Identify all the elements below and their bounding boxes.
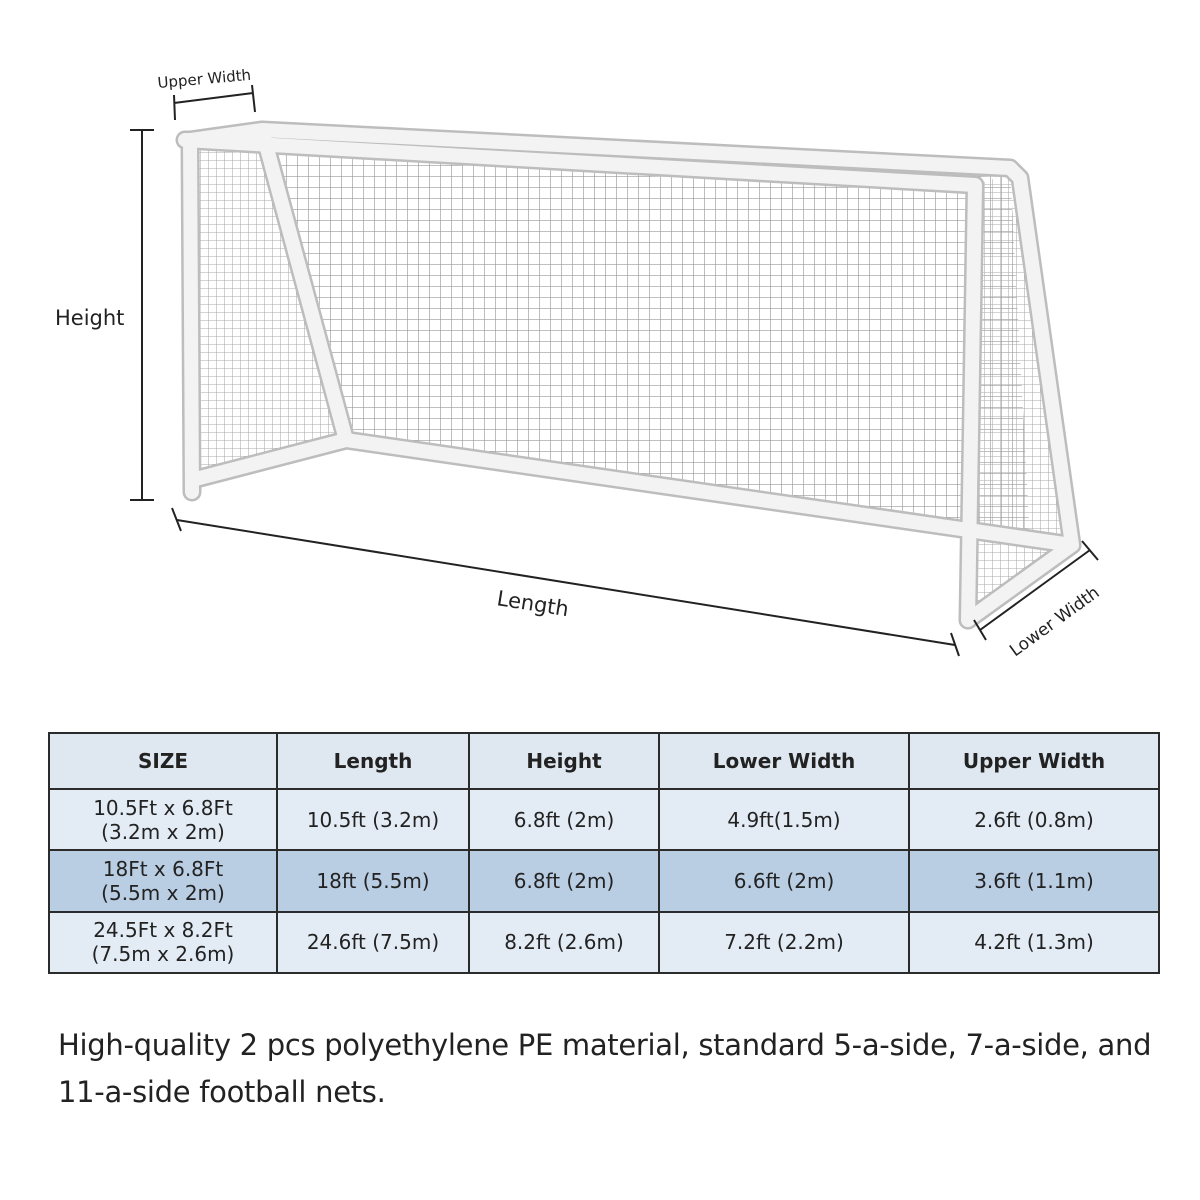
- size-spec-table: [48, 732, 1160, 974]
- table-header-row: [49, 733, 1159, 789]
- height-label: Height: [55, 306, 125, 330]
- header-lower-width: Lower Width: [659, 733, 909, 789]
- upper-width-cell: 4.2ft (1.3m): [909, 912, 1159, 973]
- lower-width-cell: 6.6ft (2m): [659, 850, 909, 911]
- table-row: [49, 912, 1159, 973]
- upper-width-cell: 3.6ft (1.1m): [909, 850, 1159, 911]
- length-label: Length: [495, 586, 571, 622]
- height-cell: 8.2ft (2.6m): [469, 912, 659, 973]
- size-m: (3.2m x 2m): [101, 819, 225, 844]
- length-cell: 10.5ft (3.2m): [277, 789, 469, 850]
- size-ft: 18Ft x 6.8Ft: [102, 856, 224, 881]
- length-cell: 18ft (5.5m): [277, 850, 469, 911]
- header-length: Length: [277, 733, 469, 789]
- size-cell: [49, 912, 277, 973]
- size-cell: [49, 850, 277, 911]
- upper-width-dimension: [174, 85, 255, 120]
- size-m: (7.5m x 2.6m): [91, 942, 235, 967]
- height-dimension: [130, 130, 154, 500]
- length-dimension: [172, 508, 959, 656]
- size-ft: 24.5Ft x 8.2Ft: [93, 918, 233, 943]
- size-cell: [49, 789, 277, 850]
- size-ft: 10.5Ft x 6.8Ft: [93, 795, 233, 820]
- header-height: Height: [469, 733, 659, 789]
- lower-width-cell: 4.9ft(1.5m): [659, 789, 909, 850]
- upper-width-cell: 2.6ft (0.8m): [909, 789, 1159, 850]
- size-m: (5.5m x 2m): [101, 880, 225, 905]
- upper-width-label: Upper Width: [156, 65, 252, 92]
- lower-width-label: Lower Width: [1006, 582, 1104, 662]
- lower-width-cell: 7.2ft (2.2m): [659, 912, 909, 973]
- height-cell: 6.8ft (2m): [469, 850, 659, 911]
- product-description: High-quality 2 pcs polyethylene PE material, standard 5-a-side, 7-a-side, and 11-a-side football nets.: [58, 1028, 1152, 1109]
- table-row: [49, 850, 1159, 911]
- length-cell: 24.6ft (7.5m): [277, 912, 469, 973]
- table-row: [49, 789, 1159, 850]
- header-size: SIZE: [49, 733, 277, 789]
- height-cell: 6.8ft (2m): [469, 789, 659, 850]
- header-upper-width: Upper Width: [909, 733, 1159, 789]
